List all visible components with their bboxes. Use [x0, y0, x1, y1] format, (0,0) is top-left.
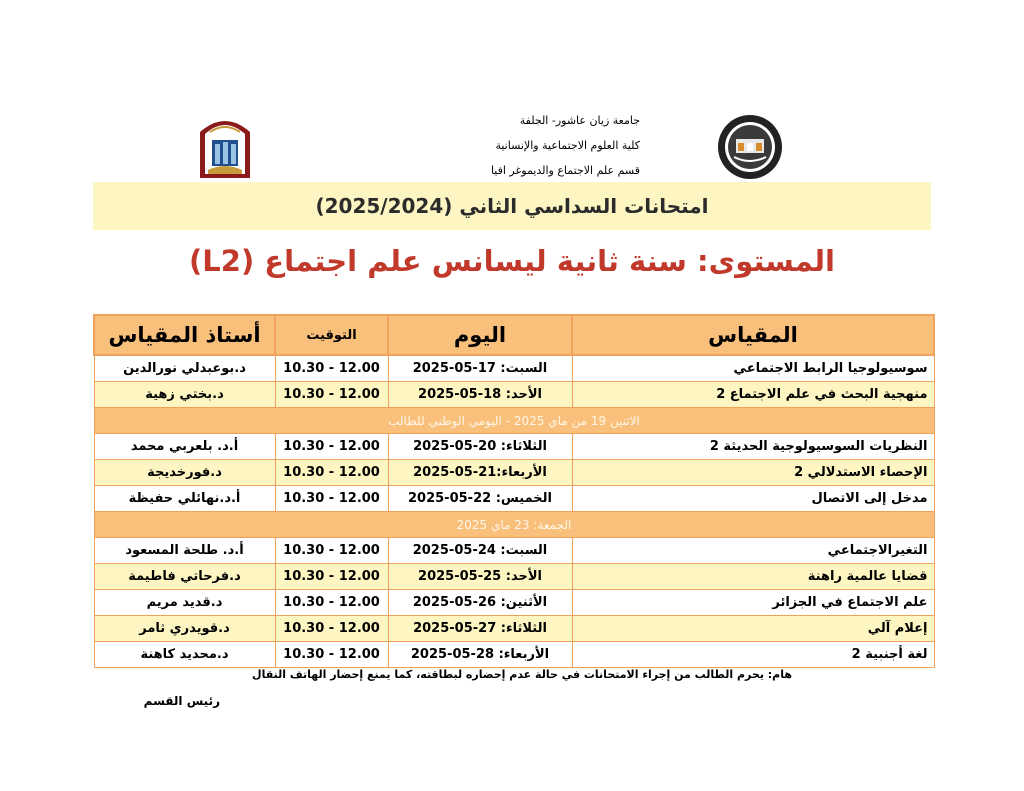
- university-seal: [716, 113, 784, 181]
- header-time: التوقيت: [275, 315, 388, 355]
- notice-row: [94, 512, 934, 538]
- cell-professor: د.فرحاتي فاطيمة: [94, 564, 275, 590]
- cell-time: 10.30 - 12.00: [275, 382, 388, 408]
- table-row: [94, 616, 934, 642]
- header-professor: أستاذ المقياس: [94, 315, 275, 355]
- cell-day: الخميس: 22-05-2025: [388, 486, 572, 512]
- cell-time: 10.30 - 12.00: [275, 355, 388, 382]
- cell-professor: د.فورخديجة: [94, 460, 275, 486]
- banner-title: امتحانات السداسي الثاني (2025/2024): [315, 194, 709, 218]
- cell-day: السبت: 17-05-2025: [388, 355, 572, 382]
- table-row: [94, 355, 934, 382]
- cell-professor: د.محديد كاهنة: [94, 642, 275, 668]
- cell-day: السبت: 24-05-2025: [388, 538, 572, 564]
- table-row: [94, 538, 934, 564]
- cell-day: الثلاثاء: 27-05-2025: [388, 616, 572, 642]
- cell-time: 10.30 - 12.00: [275, 486, 388, 512]
- cell-subject: سوسيولوجيا الرابط الاجتماعي: [572, 355, 934, 382]
- table-row: [94, 434, 934, 460]
- cell-professor: أ.د.نهائلي حفيظة: [94, 486, 275, 512]
- important-note: هام: يحرم الطالب من إجراء الامتحانات في حالة عدم إحضاره لبطاقته، كما يمنع إحضار الهاتف النقال: [252, 668, 792, 681]
- cell-professor: أ.د. بلعربي محمد: [94, 434, 275, 460]
- table-row: [94, 382, 934, 408]
- cell-professor: د.بوعبدلي نورالدين: [94, 355, 275, 382]
- cell-time: 10.30 - 12.00: [275, 590, 388, 616]
- cell-day: الثلاثاء: 20-05-2025: [388, 434, 572, 460]
- header-day: اليوم: [388, 315, 572, 355]
- cell-time: 10.30 - 12.00: [275, 616, 388, 642]
- department-head-signature: رئيس القسم: [143, 694, 220, 708]
- faculty-name: كلية العلوم الاجتماعية والإنسانية: [495, 139, 640, 152]
- table-row: [94, 564, 934, 590]
- notice-row: [94, 408, 934, 434]
- cell-subject: علم الاجتماع في الجزائر: [572, 590, 934, 616]
- notice-friday: الجمعة: 23 ماي 2025: [94, 512, 934, 538]
- cell-professor: د.بختي زهية: [94, 382, 275, 408]
- cell-professor: د.قويدري ثامر: [94, 616, 275, 642]
- cell-day: الأحد: 25-05-2025: [388, 564, 572, 590]
- cell-time: 10.30 - 12.00: [275, 434, 388, 460]
- cell-day: الأربعاء:21-05-2025: [388, 460, 572, 486]
- cell-subject: الإحصاء الاستدلالي 2: [572, 460, 934, 486]
- faculty-logo: [194, 114, 256, 180]
- table-row: [94, 590, 934, 616]
- cell-day: الأربعاء: 28-05-2025: [388, 642, 572, 668]
- cell-professor: أ.د. طلحة المسعود: [94, 538, 275, 564]
- cell-time: 10.30 - 12.00: [275, 642, 388, 668]
- department-name: قسم علم الاجتماع والديموغر افيا: [490, 164, 640, 177]
- table-row: [94, 642, 934, 668]
- cell-day: الأثنين: 26-05-2025: [388, 590, 572, 616]
- cell-subject: منهجية البحث في علم الاجتماع 2: [572, 382, 934, 408]
- exam-schedule-table: [93, 314, 935, 668]
- cell-day: الأحد: 18-05-2025: [388, 382, 572, 408]
- header-subject: المقياس: [572, 315, 934, 355]
- cell-time: 10.30 - 12.00: [275, 564, 388, 590]
- institution-header: [380, 108, 640, 183]
- cell-subject: النظريات السوسيولوجية الحديثة 2: [572, 434, 934, 460]
- cell-time: 10.30 - 12.00: [275, 538, 388, 564]
- cell-subject: لغة أجنبية 2: [572, 642, 934, 668]
- level-title: المستوى: سنة ثانية ليسانس علم اجتماع (L2): [189, 244, 835, 278]
- cell-professor: د.قديد مريم: [94, 590, 275, 616]
- university-name: جامعة زيان عاشور- الجلفة: [519, 114, 640, 127]
- cell-time: 10.30 - 12.00: [275, 460, 388, 486]
- cell-subject: التغيرالاجتماعي: [572, 538, 934, 564]
- table-row: [94, 486, 934, 512]
- table-row: [94, 460, 934, 486]
- exam-banner: [93, 182, 931, 230]
- cell-subject: قضايا عالمية راهنة: [572, 564, 934, 590]
- notice-student-day: الاثنين 19 من ماي 2025 - اليومي الوطني للطالب: [94, 408, 934, 434]
- cell-subject: إعلام آلي: [572, 616, 934, 642]
- cell-subject: مدخل إلى الاتصال: [572, 486, 934, 512]
- table-header-row: [94, 315, 934, 355]
